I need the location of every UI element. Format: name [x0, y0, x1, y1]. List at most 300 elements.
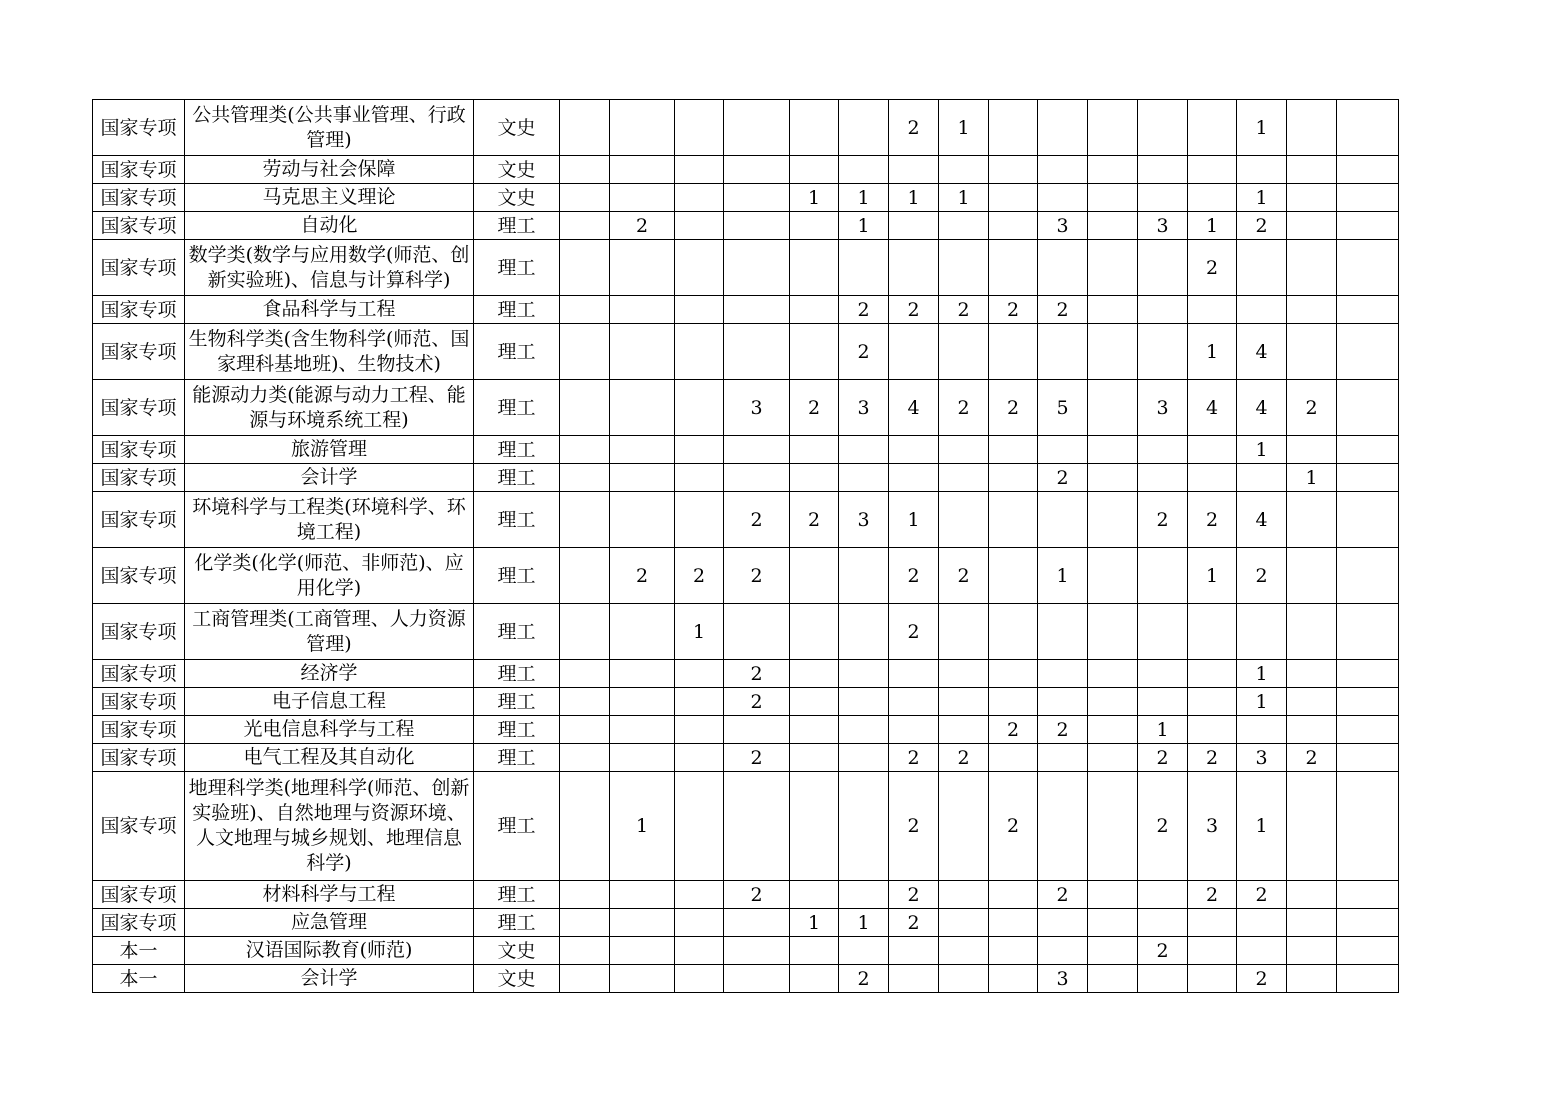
- count-cell: [675, 881, 724, 909]
- count-cell: [1038, 240, 1088, 296]
- count-cell: [839, 436, 889, 464]
- count-cell: [839, 881, 889, 909]
- count-cell: [839, 240, 889, 296]
- count-cell: [724, 156, 790, 184]
- count-cell: [839, 716, 889, 744]
- count-cell: [989, 660, 1038, 688]
- table-row: [93, 240, 1399, 296]
- count-cell: [1138, 464, 1188, 492]
- count-cell: 3: [839, 380, 889, 436]
- count-cell: [1287, 100, 1337, 156]
- category-cell: 理工: [474, 380, 560, 436]
- count-cell: [1088, 240, 1138, 296]
- count-cell: [1237, 464, 1287, 492]
- table-row: [93, 324, 1399, 380]
- category-cell: 理工: [474, 324, 560, 380]
- count-cell: [1038, 688, 1088, 716]
- count-cell: 3: [1038, 965, 1088, 993]
- count-cell: [560, 716, 610, 744]
- count-cell: [724, 937, 790, 965]
- count-cell: [1088, 881, 1138, 909]
- count-cell: [1337, 380, 1399, 436]
- table-row: [93, 212, 1399, 240]
- count-cell: [1188, 965, 1237, 993]
- count-cell: [989, 156, 1038, 184]
- count-cell: [939, 881, 989, 909]
- count-cell: [1287, 716, 1337, 744]
- count-cell: [1038, 184, 1088, 212]
- count-cell: [1287, 296, 1337, 324]
- count-cell: [1237, 937, 1287, 965]
- count-cell: 4: [889, 380, 939, 436]
- count-cell: [1138, 156, 1188, 184]
- count-cell: 2: [989, 716, 1038, 744]
- count-cell: 2: [1138, 937, 1188, 965]
- count-cell: [560, 548, 610, 604]
- count-cell: [1287, 965, 1337, 993]
- count-cell: 1: [1237, 688, 1287, 716]
- count-cell: [790, 881, 839, 909]
- count-cell: [1188, 184, 1237, 212]
- count-cell: [1337, 212, 1399, 240]
- count-cell: [1138, 881, 1188, 909]
- category-cell: 理工: [474, 212, 560, 240]
- count-cell: [724, 772, 790, 881]
- count-cell: 1: [1038, 548, 1088, 604]
- count-cell: [939, 156, 989, 184]
- count-cell: [1088, 324, 1138, 380]
- count-cell: 2: [724, 744, 790, 772]
- count-cell: 2: [1287, 744, 1337, 772]
- count-cell: [724, 604, 790, 660]
- count-cell: [560, 324, 610, 380]
- count-cell: [1287, 184, 1337, 212]
- count-cell: [560, 965, 610, 993]
- count-cell: [560, 881, 610, 909]
- table-row: [93, 604, 1399, 660]
- count-cell: 1: [1287, 464, 1337, 492]
- count-cell: 2: [1038, 881, 1088, 909]
- count-cell: [560, 240, 610, 296]
- batch-cell: 国家专项: [93, 212, 185, 240]
- count-cell: [724, 184, 790, 212]
- count-cell: [560, 909, 610, 937]
- count-cell: [790, 937, 839, 965]
- count-cell: [989, 436, 1038, 464]
- count-cell: 1: [1237, 184, 1287, 212]
- count-cell: [610, 716, 675, 744]
- major-cell: 化学类(化学(师范、非师范)、应用化学): [185, 548, 474, 604]
- count-cell: [1088, 184, 1138, 212]
- count-cell: 2: [790, 492, 839, 548]
- count-cell: [889, 212, 939, 240]
- count-cell: 2: [1188, 744, 1237, 772]
- major-cell: 马克思主义理论: [185, 184, 474, 212]
- table-row: [93, 660, 1399, 688]
- count-cell: [889, 324, 939, 380]
- count-cell: [1088, 772, 1138, 881]
- count-cell: [839, 688, 889, 716]
- count-cell: [1138, 660, 1188, 688]
- count-cell: 2: [1287, 380, 1337, 436]
- count-cell: [1038, 937, 1088, 965]
- count-cell: 1: [790, 184, 839, 212]
- major-cell: 数学类(数学与应用数学(师范、创新实验班)、信息与计算科学): [185, 240, 474, 296]
- batch-cell: 国家专项: [93, 380, 185, 436]
- count-cell: [989, 881, 1038, 909]
- count-cell: [1237, 716, 1287, 744]
- count-cell: [675, 937, 724, 965]
- count-cell: 2: [839, 296, 889, 324]
- count-cell: [1188, 909, 1237, 937]
- count-cell: [1287, 492, 1337, 548]
- table-row: [93, 744, 1399, 772]
- batch-cell: 国家专项: [93, 716, 185, 744]
- category-cell: 理工: [474, 772, 560, 881]
- count-cell: [839, 937, 889, 965]
- count-cell: [1337, 296, 1399, 324]
- batch-cell: 国家专项: [93, 548, 185, 604]
- count-cell: 3: [1188, 772, 1237, 881]
- count-cell: 2: [889, 881, 939, 909]
- count-cell: [1188, 716, 1237, 744]
- count-cell: [1337, 436, 1399, 464]
- category-cell: 文史: [474, 965, 560, 993]
- count-cell: 1: [790, 909, 839, 937]
- count-cell: [989, 240, 1038, 296]
- count-cell: [790, 965, 839, 993]
- count-cell: [1038, 324, 1088, 380]
- major-cell: 会计学: [185, 965, 474, 993]
- table-body: [93, 100, 1399, 993]
- count-cell: 2: [889, 744, 939, 772]
- count-cell: [1188, 660, 1237, 688]
- count-cell: [1088, 156, 1138, 184]
- count-cell: [939, 909, 989, 937]
- batch-cell: 国家专项: [93, 604, 185, 660]
- enrollment-plan-table: [92, 99, 1399, 993]
- count-cell: [939, 688, 989, 716]
- count-cell: [989, 100, 1038, 156]
- count-cell: [1237, 296, 1287, 324]
- count-cell: [1138, 240, 1188, 296]
- count-cell: [1188, 436, 1237, 464]
- count-cell: [1337, 156, 1399, 184]
- category-cell: 理工: [474, 492, 560, 548]
- count-cell: 2: [724, 688, 790, 716]
- count-cell: [1287, 937, 1337, 965]
- count-cell: 3: [1138, 380, 1188, 436]
- count-cell: 1: [1237, 772, 1287, 881]
- count-cell: [790, 296, 839, 324]
- count-cell: [560, 744, 610, 772]
- count-cell: [560, 436, 610, 464]
- category-cell: 理工: [474, 744, 560, 772]
- count-cell: [939, 212, 989, 240]
- major-cell: 经济学: [185, 660, 474, 688]
- batch-cell: 国家专项: [93, 909, 185, 937]
- major-cell: 公共管理类(公共事业管理、行政管理): [185, 100, 474, 156]
- count-cell: [1337, 965, 1399, 993]
- count-cell: [610, 965, 675, 993]
- count-cell: [989, 212, 1038, 240]
- count-cell: [675, 492, 724, 548]
- count-cell: 1: [939, 100, 989, 156]
- count-cell: [989, 965, 1038, 993]
- table-row: [93, 881, 1399, 909]
- count-cell: [790, 548, 839, 604]
- count-cell: [1287, 772, 1337, 881]
- count-cell: [1038, 744, 1088, 772]
- count-cell: [1287, 436, 1337, 464]
- count-cell: [889, 937, 939, 965]
- count-cell: [560, 184, 610, 212]
- count-cell: 2: [889, 548, 939, 604]
- count-cell: 2: [889, 100, 939, 156]
- count-cell: 2: [724, 660, 790, 688]
- count-cell: [724, 296, 790, 324]
- count-cell: [1287, 909, 1337, 937]
- count-cell: [610, 881, 675, 909]
- count-cell: [790, 688, 839, 716]
- count-cell: [724, 324, 790, 380]
- category-cell: 理工: [474, 240, 560, 296]
- count-cell: [1088, 744, 1138, 772]
- table-row: [93, 492, 1399, 548]
- batch-cell: 国家专项: [93, 660, 185, 688]
- count-cell: 2: [1038, 464, 1088, 492]
- category-cell: 理工: [474, 688, 560, 716]
- batch-cell: 国家专项: [93, 688, 185, 716]
- count-cell: [1188, 688, 1237, 716]
- count-cell: 3: [1038, 212, 1088, 240]
- count-cell: [560, 380, 610, 436]
- count-cell: [610, 184, 675, 212]
- count-cell: [1088, 548, 1138, 604]
- count-cell: [1138, 688, 1188, 716]
- batch-cell: 国家专项: [93, 100, 185, 156]
- count-cell: [675, 464, 724, 492]
- count-cell: [610, 492, 675, 548]
- count-cell: [610, 688, 675, 716]
- count-cell: [610, 464, 675, 492]
- count-cell: 2: [1237, 548, 1287, 604]
- category-cell: 文史: [474, 184, 560, 212]
- count-cell: 2: [724, 492, 790, 548]
- count-cell: 2: [675, 548, 724, 604]
- category-cell: 理工: [474, 296, 560, 324]
- count-cell: 2: [1138, 744, 1188, 772]
- count-cell: [610, 436, 675, 464]
- category-cell: 理工: [474, 464, 560, 492]
- count-cell: [1088, 965, 1138, 993]
- count-cell: [675, 156, 724, 184]
- batch-cell: 国家专项: [93, 156, 185, 184]
- count-cell: [839, 156, 889, 184]
- count-cell: [610, 744, 675, 772]
- count-cell: [1088, 716, 1138, 744]
- table-row: [93, 688, 1399, 716]
- count-cell: [1088, 688, 1138, 716]
- major-cell: 光电信息科学与工程: [185, 716, 474, 744]
- count-cell: [1038, 604, 1088, 660]
- table-row: [93, 464, 1399, 492]
- count-cell: [790, 212, 839, 240]
- category-cell: 理工: [474, 548, 560, 604]
- count-cell: [989, 604, 1038, 660]
- count-cell: [839, 464, 889, 492]
- count-cell: [675, 380, 724, 436]
- count-cell: [889, 464, 939, 492]
- count-cell: [675, 240, 724, 296]
- count-cell: 1: [939, 184, 989, 212]
- count-cell: [790, 604, 839, 660]
- table-row: [93, 548, 1399, 604]
- count-cell: 2: [1138, 772, 1188, 881]
- table-row: [93, 156, 1399, 184]
- count-cell: [839, 100, 889, 156]
- count-cell: 1: [675, 604, 724, 660]
- count-cell: 2: [1237, 212, 1287, 240]
- count-cell: [1088, 212, 1138, 240]
- count-cell: [1337, 184, 1399, 212]
- count-cell: [1337, 716, 1399, 744]
- count-cell: [790, 240, 839, 296]
- count-cell: [939, 772, 989, 881]
- count-cell: 2: [724, 881, 790, 909]
- category-cell: 理工: [474, 660, 560, 688]
- count-cell: [1088, 464, 1138, 492]
- count-cell: 2: [989, 772, 1038, 881]
- major-cell: 地理科学类(地理科学(师范、创新实验班)、自然地理与资源环境、人文地理与城乡规划、地理信息科学): [185, 772, 474, 881]
- count-cell: [560, 212, 610, 240]
- count-cell: [724, 965, 790, 993]
- count-cell: [560, 688, 610, 716]
- category-cell: 理工: [474, 436, 560, 464]
- count-cell: [724, 212, 790, 240]
- count-cell: [675, 296, 724, 324]
- count-cell: [889, 156, 939, 184]
- count-cell: 2: [889, 772, 939, 881]
- major-cell: 工商管理类(工商管理、人力资源管理): [185, 604, 474, 660]
- major-cell: 材料科学与工程: [185, 881, 474, 909]
- count-cell: 1: [839, 909, 889, 937]
- count-cell: [1138, 184, 1188, 212]
- count-cell: [675, 772, 724, 881]
- count-cell: [1138, 324, 1188, 380]
- count-cell: [790, 464, 839, 492]
- count-cell: 3: [1237, 744, 1287, 772]
- count-cell: [1138, 100, 1188, 156]
- count-cell: [1038, 100, 1088, 156]
- count-cell: 2: [610, 548, 675, 604]
- count-cell: [889, 688, 939, 716]
- count-cell: [939, 716, 989, 744]
- batch-cell: 国家专项: [93, 296, 185, 324]
- count-cell: 4: [1188, 380, 1237, 436]
- count-cell: [839, 744, 889, 772]
- count-cell: [939, 937, 989, 965]
- count-cell: [790, 716, 839, 744]
- count-cell: 2: [889, 604, 939, 660]
- count-cell: [1138, 965, 1188, 993]
- count-cell: [560, 772, 610, 881]
- category-cell: 理工: [474, 604, 560, 660]
- count-cell: 1: [610, 772, 675, 881]
- count-cell: [560, 604, 610, 660]
- count-cell: [724, 240, 790, 296]
- major-cell: 自动化: [185, 212, 474, 240]
- count-cell: [724, 100, 790, 156]
- count-cell: 4: [1237, 492, 1287, 548]
- count-cell: [1088, 380, 1138, 436]
- major-cell: 环境科学与工程类(环境科学、环境工程): [185, 492, 474, 548]
- count-cell: [1038, 436, 1088, 464]
- count-cell: [1188, 464, 1237, 492]
- count-cell: [889, 716, 939, 744]
- count-cell: [610, 909, 675, 937]
- count-cell: 4: [1237, 324, 1287, 380]
- count-cell: 2: [839, 324, 889, 380]
- count-cell: [790, 156, 839, 184]
- count-cell: [1038, 492, 1088, 548]
- count-cell: [1337, 909, 1399, 937]
- count-cell: [889, 965, 939, 993]
- count-cell: 5: [1038, 380, 1088, 436]
- count-cell: [1188, 937, 1237, 965]
- table-row: [93, 772, 1399, 881]
- count-cell: 2: [939, 548, 989, 604]
- category-cell: 理工: [474, 881, 560, 909]
- count-cell: [610, 604, 675, 660]
- count-cell: [1138, 548, 1188, 604]
- count-cell: 3: [1138, 212, 1188, 240]
- count-cell: [1188, 604, 1237, 660]
- count-cell: [675, 909, 724, 937]
- count-cell: [1088, 296, 1138, 324]
- count-cell: [939, 324, 989, 380]
- count-cell: [790, 324, 839, 380]
- count-cell: [1337, 937, 1399, 965]
- batch-cell: 本一: [93, 965, 185, 993]
- count-cell: 4: [1237, 380, 1287, 436]
- count-cell: [939, 436, 989, 464]
- count-cell: [560, 100, 610, 156]
- count-cell: [610, 660, 675, 688]
- count-cell: [560, 296, 610, 324]
- batch-cell: 国家专项: [93, 772, 185, 881]
- count-cell: [1337, 604, 1399, 660]
- count-cell: [675, 688, 724, 716]
- count-cell: [1287, 324, 1337, 380]
- category-cell: 理工: [474, 909, 560, 937]
- batch-cell: 国家专项: [93, 240, 185, 296]
- count-cell: [1337, 100, 1399, 156]
- table-row: [93, 100, 1399, 156]
- count-cell: [610, 156, 675, 184]
- count-cell: [839, 772, 889, 881]
- count-cell: 1: [889, 492, 939, 548]
- count-cell: 1: [1188, 212, 1237, 240]
- count-cell: [939, 965, 989, 993]
- count-cell: 2: [790, 380, 839, 436]
- count-cell: 2: [889, 909, 939, 937]
- count-cell: [1138, 296, 1188, 324]
- count-cell: [989, 324, 1038, 380]
- count-cell: 2: [989, 296, 1038, 324]
- count-cell: [560, 660, 610, 688]
- count-cell: [1088, 909, 1138, 937]
